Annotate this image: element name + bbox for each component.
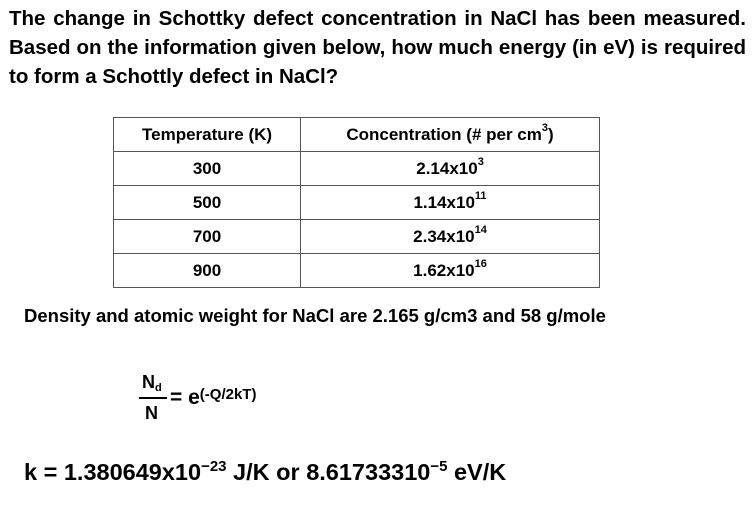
density-note: Density and atomic weight for NaCl are 2.165 g/cm3 and 58 g/mole — [24, 305, 606, 326]
concentration-header — [301, 118, 600, 152]
defect-concentration-table — [113, 117, 600, 288]
formula-exponent: (-Q/2kT) — [199, 386, 257, 403]
boltzmann-exponent-si: −23 — [201, 458, 227, 475]
boltzmann-prefix: k = 1.380649x10 — [24, 459, 202, 485]
fraction-bar — [139, 397, 167, 399]
concentration-exponent: 11 — [474, 189, 487, 202]
temperature-header: Temperature (K) — [114, 118, 301, 152]
temperature-cell: 900 — [114, 254, 301, 288]
formula-right-side — [170, 385, 256, 413]
concentration-cell — [301, 254, 600, 288]
numerator-symbol: N — [142, 372, 155, 392]
concentration-header-close: ) — [548, 124, 554, 144]
numerator-subscript: d — [155, 382, 162, 394]
concentration-mantissa: 1.14x10 — [413, 192, 475, 212]
concentration-cell — [301, 220, 600, 254]
boltzmann-suffix: eV/K — [447, 459, 507, 485]
concentration-header-label: Concentration (# per cm — [346, 124, 542, 144]
concentration-header-exponent: 3 — [541, 121, 549, 134]
defect-formula — [139, 371, 359, 427]
fraction-denominator: N — [145, 403, 158, 423]
concentration-exponent: 14 — [474, 223, 487, 236]
boltzmann-exponent-ev: −5 — [430, 458, 448, 475]
temperature-cell: 700 — [114, 220, 301, 254]
table-row — [114, 186, 600, 220]
temperature-cell: 300 — [114, 152, 301, 186]
concentration-mantissa: 1.62x10 — [413, 260, 475, 280]
formula-equals-e: = e — [170, 386, 200, 409]
table-row — [114, 254, 600, 288]
boltzmann-middle: J/K or 8.61733310 — [226, 459, 431, 485]
table-header-row — [114, 118, 600, 152]
boltzmann-constant — [24, 456, 506, 492]
concentration-mantissa: 2.34x10 — [413, 226, 475, 246]
concentration-cell — [301, 186, 600, 220]
table-row — [114, 220, 600, 254]
temperature-cell: 500 — [114, 186, 301, 220]
concentration-exponent: 16 — [474, 257, 487, 270]
concentration-exponent: 3 — [477, 155, 484, 168]
question-text: The change in Schottky defect concentration in NaCl has been measured. Based on the information given below, how much energy (in eV) is required to form a Schottly defect in NaCl? — [9, 7, 746, 88]
fraction-numerator — [142, 371, 162, 396]
concentration-mantissa: 2.14x10 — [416, 158, 478, 178]
concentration-cell — [301, 152, 600, 186]
table-row — [114, 152, 600, 186]
